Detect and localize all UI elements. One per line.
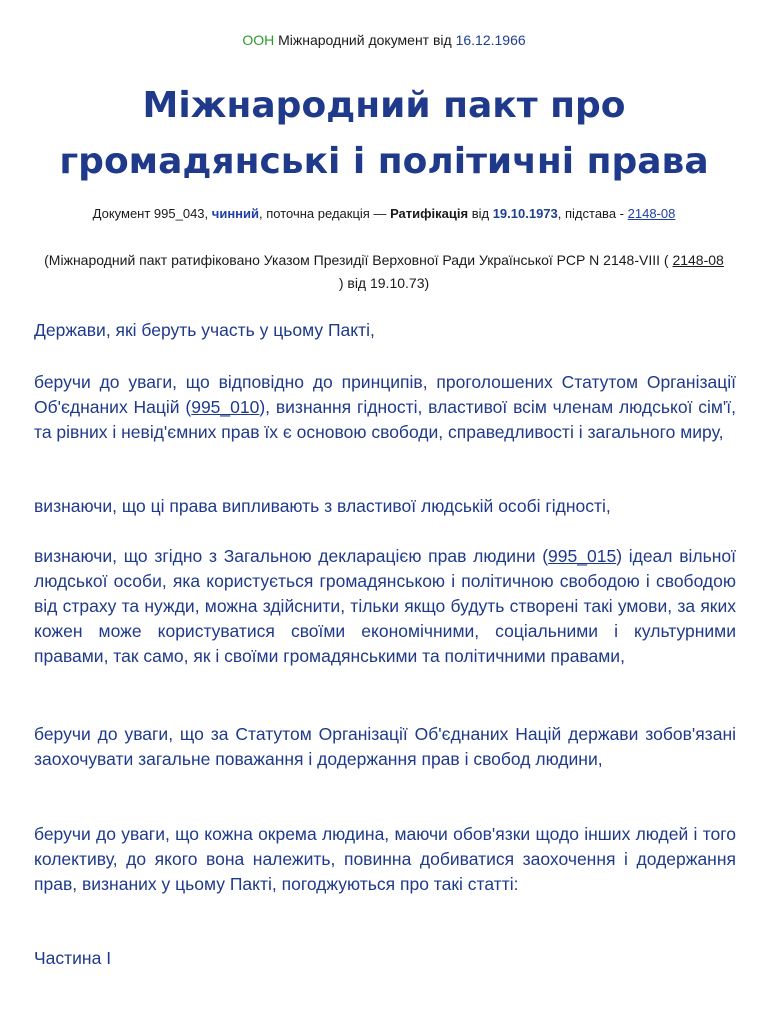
body-paragraph-3: визнаючи, що ці права випливають з властивої людській особі гідності, [34, 496, 611, 516]
title-line-1: Міжнародний пакт про [142, 85, 626, 126]
title-line-2: громадянські і політичні права [59, 141, 709, 182]
body-paragraph-2-text-after: ), визнання гідності, властивої всім членам людської сім'ї, та рівних і невід'ємних прав їх є основою свободи, справедливості і загального миру, [34, 397, 736, 442]
body-paragraph-4-text-before: визнаючи, що згідно з Загальною декларацією прав людини ( [34, 546, 549, 566]
body-paragraph-2-text-before: беручи до уваги, що відповідно до принципів, проголошених Статутом Організації Об'єднаних Націй ( [34, 372, 736, 417]
ratification-note-text-before: (Міжнародний пакт ратифіковано Указом Президії Верховної Ради Української РСР N 2148-VIII ( [44, 252, 669, 268]
body-paragraph-6: беручи до уваги, що кожна окрема людина, маючи обов'язки щодо інших людей і того колективу, до якого вона належить, повинна добиватися заохочення і додержання прав, визнаних у цьому Пакті, погоджуються про такі статті: [34, 824, 736, 894]
meta-basis-label: , підстава - [557, 206, 624, 221]
udhr-link[interactable]: 995_015 [548, 546, 617, 566]
document-header [0, 32, 768, 48]
header-date: 16.12.1966 [455, 32, 526, 48]
ratification-decree-link[interactable]: 2148-08 [672, 252, 724, 268]
meta-ratification-date: 19.10.1973 [492, 206, 558, 221]
ratification-note [40, 249, 728, 295]
body-paragraph-1: Держави, які беруть участь у цьому Пакті, [34, 320, 375, 340]
basis-link[interactable]: 2148-08 [627, 206, 676, 221]
body-paragraph-2 [34, 370, 736, 445]
body-paragraph-5: беручи до уваги, що за Статутом Організації Об'єднаних Націй держави зобов'язані заохочувати загальне поважання і додержання прав і свобод людини, [34, 724, 736, 769]
meta-edition: , поточна редакція — [259, 206, 387, 221]
document-meta [0, 206, 768, 221]
status-badge: чинний [211, 206, 260, 221]
ratification-note-text-after: ) від 19.10.73) [338, 275, 430, 291]
part-heading: Частина I [34, 948, 112, 968]
body-paragraph-4-text-after: ) ідеал вільної людської особи, яка користується громадянською і політичною свободою і свободою від страху та нужди, можна здійснити, тільки якщо будуть створені такі умови, за яких кожен може користуватися своїми економічними, соціальними і культурними правами, так само, як і своїми громадянськими та політичними правами, [34, 546, 736, 666]
un-charter-link[interactable]: 995_010 [191, 397, 260, 417]
page-title [0, 78, 768, 190]
body-paragraph-4 [34, 544, 736, 669]
header-org: ООН [242, 32, 275, 48]
meta-ratification-label: Ратифікація [390, 206, 469, 221]
meta-from-word: від [471, 206, 490, 221]
header-doc-kind: Міжнародний документ від [278, 32, 452, 48]
meta-doc-id: Документ 995_043, [92, 206, 209, 221]
